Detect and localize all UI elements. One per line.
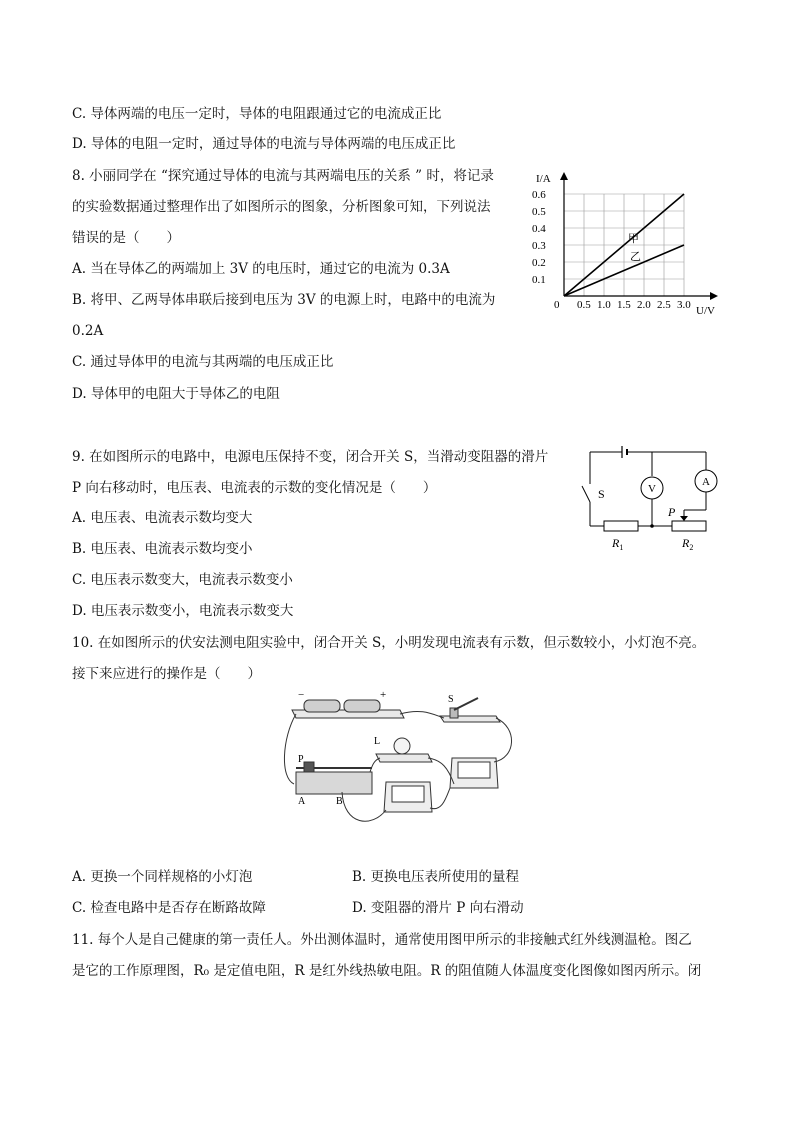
q10-apparatus-picture bbox=[282, 688, 522, 836]
rheostat-b-label: B bbox=[336, 796, 343, 807]
battery-cell-1 bbox=[304, 700, 340, 712]
switch-label: S bbox=[598, 487, 605, 501]
q8-option-a: A. 当在导体乙的两端加上 3V 的电压时，通过它的电流为 0.3A bbox=[72, 261, 450, 277]
rheostat-slider bbox=[304, 762, 314, 772]
switch-lever bbox=[454, 698, 478, 710]
q8-option-c: C. 通过导体甲的电流与其两端的电压成正比 bbox=[72, 354, 334, 370]
ammeter-label: A bbox=[702, 476, 710, 488]
r1-label: $R_1$ bbox=[612, 536, 624, 552]
q11-line-1: 11. 每个人是自己健康的第一责任人。外出测体温时，通常使用图甲所示的非接触式红外线测温枪。图乙 bbox=[72, 932, 692, 948]
x-tick-label: 1.0 bbox=[597, 299, 611, 311]
battery-plus-label: + bbox=[380, 689, 387, 701]
lamp-base bbox=[376, 754, 432, 762]
y-tick-label: 0.1 bbox=[532, 274, 546, 286]
wire-switch-to-ammeter bbox=[494, 718, 512, 762]
q8-iu-graph bbox=[528, 168, 728, 318]
rheostat-a-label: A bbox=[298, 796, 306, 807]
q10-option-c: C. 检查电路中是否存在断路故障 bbox=[72, 900, 266, 916]
q10-stem-line-1: 10. 在如图所示的伏安法测电阻实验中，闭合开关 S，小明发现电流表有示数，但示数较小，小灯泡不亮。 bbox=[72, 635, 706, 651]
battery-cell-2 bbox=[344, 700, 380, 712]
q9-option-d: D. 电压表示数变小，电流表示数变大 bbox=[72, 603, 294, 619]
origin-label: 0 bbox=[554, 299, 560, 311]
q9-circuit-diagram bbox=[572, 440, 732, 560]
junction-dot bbox=[650, 524, 654, 528]
q9-option-a: A. 电压表、电流表示数均变大 bbox=[72, 510, 253, 526]
wire-battery-to-switch bbox=[400, 711, 444, 718]
q7-option-d: D. 导体的电阻一定时，通过导体的电流与导体两端的电压成正比 bbox=[72, 136, 456, 152]
q10-stem-line-2: 接下来应进行的操作是（ ） bbox=[72, 666, 261, 682]
q8-stem-line-2: 的实验数据通过整理作出了如图所示的图象，分析图象可知，下列说法 bbox=[72, 199, 491, 215]
q9-stem-line-2: P 向右移动时，电压表、电流表的示数的变化情况是（ ） bbox=[72, 480, 437, 496]
switch-base bbox=[440, 716, 500, 722]
x-axis-arrow bbox=[710, 292, 718, 300]
y-tick-label: 0.5 bbox=[532, 206, 546, 218]
q9-stem-line-1: 9. 在如图所示的电路中，电源电压保持不变，闭合开关 S，当滑动变阻器的滑片 bbox=[72, 449, 549, 465]
q11-line-2: 是它的工作原理图，R₀ 是定值电阻，R 是红外线热敏电阻。R 的阻值随人体温度变化图像如图丙所示。闭 bbox=[72, 963, 702, 979]
q7-option-c: C. 导体两端的电压一定时，导体的电阻跟通过它的电流成正比 bbox=[72, 106, 442, 122]
rheostat-p-label: P bbox=[298, 754, 304, 765]
y-tick-label: 0.3 bbox=[532, 240, 546, 252]
rheostat-coil bbox=[296, 772, 372, 794]
q10-option-b: B. 更换电压表所使用的量程 bbox=[352, 869, 520, 885]
wire-voltmeter-to-ammeter bbox=[430, 788, 450, 809]
resistor-r2 bbox=[672, 521, 706, 531]
x-tick-label: 2.5 bbox=[657, 299, 671, 311]
x-axis-label: U/V bbox=[696, 305, 715, 317]
ammeter-dial bbox=[458, 762, 490, 778]
y-tick-label: 0.4 bbox=[532, 223, 546, 235]
slider-arrow bbox=[680, 516, 688, 521]
q8-stem-line-1: 8. 小丽同学在 “探究通过导体的电流与其两端电压的关系 ” 时，将记录 bbox=[72, 168, 494, 184]
switch-blade bbox=[582, 486, 590, 502]
x-tick-label: 3.0 bbox=[677, 299, 691, 311]
battery-minus-label: − bbox=[298, 689, 305, 701]
y-tick-label: 0.6 bbox=[532, 189, 546, 201]
x-tick-label: 2.0 bbox=[637, 299, 651, 311]
wire-rheostat-to-voltmeter bbox=[342, 792, 386, 821]
wire-battery-to-rheostat bbox=[284, 714, 296, 784]
lamp-l-label: L bbox=[374, 736, 381, 747]
q8-option-b-line-1: B. 将甲、乙两导体串联后接到电压为 3V 的电源上时，电路中的电流为 bbox=[72, 292, 496, 308]
x-tick-label: 1.5 bbox=[617, 299, 631, 311]
r2-label: $R_2$ bbox=[682, 536, 694, 552]
x-tick-label: 0.5 bbox=[577, 299, 591, 311]
q10-option-d: D. 变阻器的滑片 P 向右滑动 bbox=[352, 900, 524, 916]
resistor-r1 bbox=[604, 521, 638, 531]
line-jia-label: 甲 bbox=[628, 233, 639, 245]
line-yi-label: 乙 bbox=[630, 251, 641, 263]
y-axis-arrow bbox=[560, 172, 568, 180]
q9-option-c: C. 电压表示数变大，电流表示数变小 bbox=[72, 572, 293, 588]
q10-option-a: A. 更换一个同样规格的小灯泡 bbox=[72, 869, 253, 885]
switch-s-label: S bbox=[448, 694, 454, 705]
lamp-bulb bbox=[394, 738, 410, 754]
q8-stem-line-3: 错误的是（ ） bbox=[72, 230, 180, 246]
q8-option-d: D. 导体甲的电阻大于导体乙的电阻 bbox=[72, 386, 280, 402]
slider-label: P bbox=[668, 505, 676, 519]
voltmeter-label: V bbox=[648, 483, 656, 495]
q9-option-b: B. 电压表、电流表示数均变小 bbox=[72, 541, 253, 557]
y-tick-label: 0.2 bbox=[532, 257, 546, 269]
q8-option-b-line-2: 0.2A bbox=[72, 323, 104, 339]
voltmeter-dial bbox=[392, 786, 424, 802]
y-axis-label: I/A bbox=[536, 173, 551, 185]
